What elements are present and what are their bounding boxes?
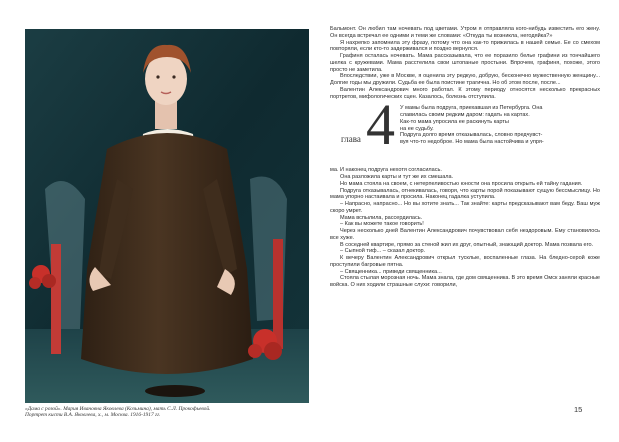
portrait-image <box>25 29 309 403</box>
chapter-number: 4 <box>366 92 395 158</box>
text-line: вуя что-то недоброе. Но мама была настойчива и упря- <box>400 139 544 145</box>
page-number: 15 <box>574 405 583 414</box>
paragraph: Бальмонт. Он любил там ночевать под цветами. Утром я отправляла кого-нибудь известить его жену. Он всегда встречал ее одними и теми же словами: «Откуда ты возникла, негодяйка?» <box>330 26 600 39</box>
paragraph: Впоследствии, уже в Москве, я оценила эту редкую, добрую, бесконечно мужественную женщину... Долгие годы мы дружили. Судьба ее была поистине трагична. Но об этом после, после... <box>330 73 600 86</box>
paragraph: – Напрасно, напрасно... Но вы хотите знать... Так знайте: карты предсказывают вам беду. Ваш муж скоро умрет. <box>330 201 600 214</box>
paragraph: Графиня осталась ночевать. Мама рассказывала, что ее поразило белье графини из тончайшего шелка с кружевами. Мама расстелила свои штопаные простыни. Впрочем, графиня, похоже, этого просто не заметила. <box>330 53 600 73</box>
chapter-word: глава <box>341 134 361 145</box>
text-line: славилась своим редким даром: гадать на картах. <box>400 112 530 118</box>
paragraph: Но мама стояла на своем, с нетерпеливостью юности она просила открыть ей тайну гадания. <box>340 180 583 187</box>
paragraph: Валентин Александрович много работал. К этому периоду относятся несколько прекрасных портретов, мифологических сцен. Казалось, болезнь отступила. <box>330 86 600 100</box>
paragraph: ма. И наконец подруга нехотя согласилась. <box>330 167 442 174</box>
painting-caption <box>25 406 315 419</box>
text-line: У мамы была подруга, приехавшая из Петербурга. Она <box>400 105 543 112</box>
paragraph: – Как вы можете такое говорить! <box>340 221 424 228</box>
paragraph: К вечеру Валентин Александрович открыл тусклые, воспаленные глаза. На бледно-серой коже проступили багровые пятна. <box>330 255 600 268</box>
paragraph: Мама вспылила, рассердилась. <box>340 214 423 221</box>
portrait-painting <box>25 29 309 403</box>
chapter-opening-text <box>400 105 600 146</box>
paragraph: Через несколько дней Валентин Александрович почувствовал себя нездоровым. Ему становилось все хуже. <box>330 228 600 241</box>
text-line: Как-то мама упросила ее раскинуть карты <box>400 118 509 125</box>
caption-line-1: Мария Ивановна Яковлева (Козьмина), мать С.Л. Прокофьевой. <box>61 406 211 412</box>
paragraph: Она разложила карты и тут же их смешала. <box>340 174 454 180</box>
paragraph: Подруга отказывалась, отнекивалась, говоря, что карты порой показывают сущую бессмыслицу. Но мама упорно настаивала и просила. Наконец гадалка уступила. <box>330 187 600 201</box>
text-line: Подруга долго время отказывалась, словно предчувст- <box>400 132 543 139</box>
paragraph: Стояла стылая морозная ночь. Мама знала, где дом священника. В это время Омск заняли красные войска. О них ходили страшные слухи: говорили, <box>330 275 601 288</box>
text-column <box>330 26 600 289</box>
caption-line-2: Портрет кисти В.А. Яковлева, х., м. Москва. 1916-1917 гг. <box>25 412 161 419</box>
paragraph: В соседней квартире, прямо за стеной жил их друг, опытный, знающий доктор. Мама позвала его. <box>340 241 594 248</box>
paragraph: – Сыпной тиф... – сказал доктор. <box>340 248 426 255</box>
paragraph: Я нахрепко запомнила эту фразу, потому что она как-то прижилась в нашей семье. Ее со смехом повторяли, если кто-то задерживался и поздно вернулся. <box>330 39 600 53</box>
caption-title: «Дама с розой». <box>25 406 62 412</box>
paragraph: – Священника... приведи священника... <box>340 268 442 275</box>
text-line: на ее судьбу. <box>400 125 434 132</box>
